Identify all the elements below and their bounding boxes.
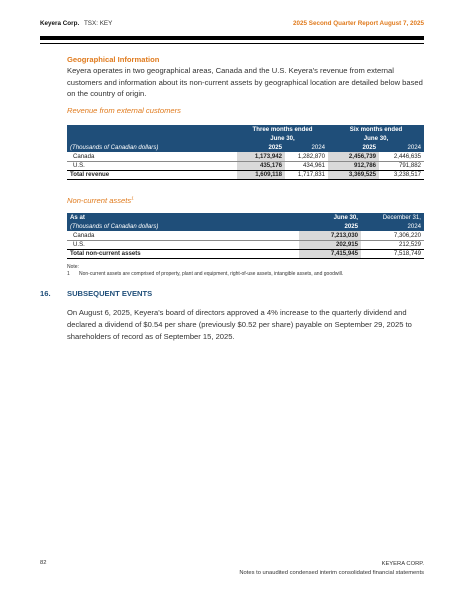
header-six-months: Six months ended — [328, 125, 424, 134]
cell-value: 435,176 — [237, 161, 285, 170]
table-row — [67, 152, 424, 161]
total-value: 7,415,945 — [299, 249, 361, 258]
column-header-date: June 30, — [299, 213, 361, 222]
cell-value: 7,306,220 — [361, 231, 424, 240]
footnote — [67, 271, 424, 277]
footnote-index: 1 — [67, 271, 70, 277]
total-label: Total non-current assets — [67, 249, 299, 258]
cell-value: 202,915 — [299, 240, 361, 249]
footer-block — [239, 560, 424, 577]
year-header: 2025 — [237, 143, 285, 152]
geographical-heading: Geographical Information — [67, 55, 160, 64]
total-label: Total revenue — [67, 170, 237, 179]
header-three-months: Three months ended — [237, 125, 328, 134]
year-header: 2024 — [285, 143, 328, 152]
note-label: Note: — [67, 264, 79, 270]
page-number: 82 — [40, 560, 47, 566]
row-label: Canada — [67, 231, 299, 240]
total-value: 3,369,525 — [328, 170, 379, 179]
header-rule-thick — [40, 36, 424, 40]
table-row — [67, 231, 424, 240]
cell-value: 434,961 — [302, 162, 325, 169]
year-header: 2025 — [328, 143, 379, 152]
total-value: 1,609,118 — [237, 170, 285, 179]
total-value: 3,238,517 — [379, 170, 424, 179]
header-rule-thin — [40, 43, 424, 44]
noncurrent-table — [67, 213, 424, 259]
footnote-text: Non-current assets are comprised of property, plant and equipment, right-of-use assets, intangible assets, and goodwill. — [79, 271, 344, 277]
cell-value: 7,213,030 — [299, 231, 361, 240]
noncurrent-title-text: Non-current assets — [67, 196, 132, 205]
header-ticker: TSX: KEY — [83, 20, 113, 27]
row-label: U.S. — [73, 241, 85, 248]
section-heading — [40, 289, 152, 298]
table-row — [67, 161, 424, 170]
header-six-months-date: June 30, — [328, 134, 424, 143]
header-company: Keyera Corp. — [40, 20, 80, 27]
footer-company: KEYERA CORP. — [381, 561, 424, 567]
as-at-label: As at — [67, 213, 299, 222]
footnote-marker: 1 — [131, 196, 134, 202]
table-row — [67, 240, 424, 249]
footer-description: Notes to unaudited condensed interim consolidated financial statements — [239, 569, 424, 576]
cell-value: 2,456,739 — [328, 152, 379, 161]
total-value: 7,518,749 — [361, 249, 424, 258]
section-number: 16. — [40, 289, 51, 298]
revenue-table-title: Revenue from external customers — [67, 106, 181, 115]
cell-value: 2,446,635 — [379, 152, 424, 161]
year-header: 2024 — [379, 143, 424, 152]
column-header-year: 2024 — [361, 222, 424, 231]
noncurrent-table-title — [67, 196, 424, 205]
header-report-title: 2025 Second Quarter Report August 7, 2025 — [293, 20, 424, 27]
row-label: U.S. — [73, 162, 85, 169]
cell-value: 212,529 — [398, 241, 421, 248]
section-title: SUBSEQUENT EVENTS — [67, 289, 153, 298]
section-paragraph: On August 6, 2025, Keyera's board of directors approved a 4% increase to the quarterly dividend and declared a dividend of $0.54 per share (previously $0.52 per share) payable on September 29, 2025 to shareholders of record as of September 15, 2025. — [67, 308, 412, 341]
cell-value: 912,786 — [328, 161, 379, 170]
row-label: Canada — [67, 152, 237, 161]
page-header — [40, 20, 424, 34]
column-header-date: December 31, — [361, 213, 424, 222]
header-company-block — [40, 20, 112, 27]
total-row — [67, 249, 424, 258]
header-three-months-date: June 30, — [237, 134, 328, 143]
cell-value: 791,882 — [398, 162, 421, 169]
total-value: 1,717,831 — [285, 170, 328, 179]
units-label: (Thousands of Canadian dollars) — [67, 143, 237, 152]
units-label: (Thousands of Canadian dollars) — [67, 222, 299, 231]
cell-value: 1,282,870 — [285, 152, 328, 161]
geographical-paragraph: Keyera operates in two geographical areas, Canada and the U.S. Keyera's revenue from external customers and information about its non-current assets by geographical location are detailed below based on the country of origin. — [67, 66, 423, 98]
total-row — [67, 170, 424, 179]
cell-value: 1,173,942 — [237, 152, 285, 161]
column-header-year: 2025 — [299, 222, 361, 231]
revenue-table — [67, 125, 424, 180]
